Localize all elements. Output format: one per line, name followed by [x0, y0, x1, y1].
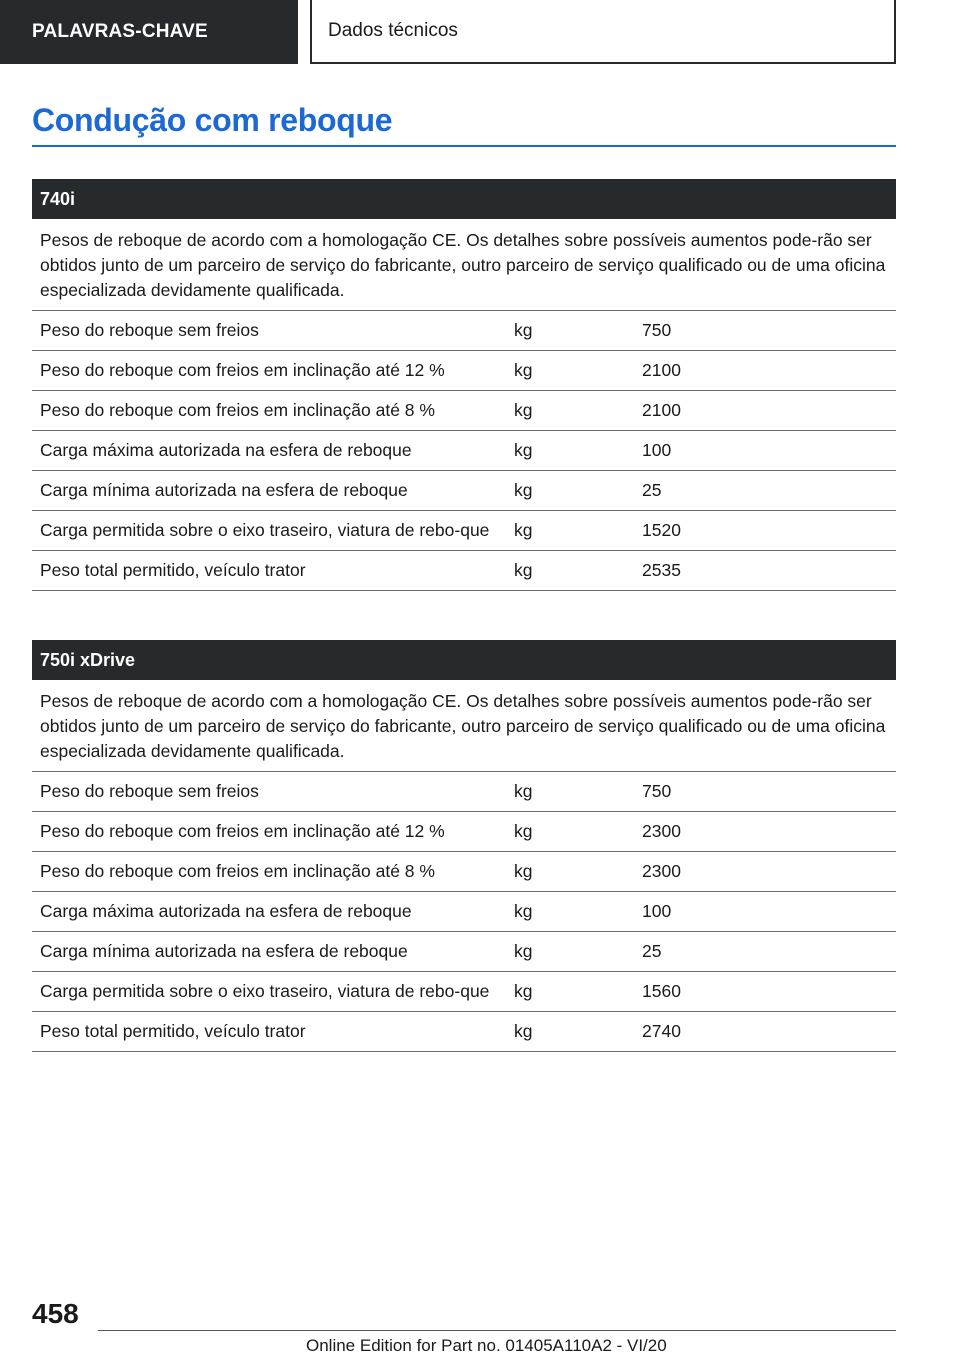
row-unit: kg	[514, 821, 533, 841]
row-value: 2100	[642, 400, 681, 420]
row-unit: kg	[514, 981, 533, 1001]
row-unit: kg	[514, 520, 533, 540]
row-unit: kg	[514, 781, 533, 801]
table-row	[32, 772, 896, 812]
spec-section-740i	[32, 179, 896, 591]
section-header: 740i	[32, 179, 896, 219]
row-label: Carga mínima autorizada na esfera de reboque	[40, 941, 408, 961]
row-value: 2300	[642, 861, 681, 881]
row-label: Peso total permitido, veículo trator	[40, 560, 306, 580]
table-row	[32, 932, 896, 972]
row-label: Peso do reboque com freios em inclinação até 8 %	[40, 861, 435, 881]
keyword-tab-label: PALAVRAS-CHAVE	[32, 21, 208, 42]
row-value: 2535	[642, 560, 681, 580]
table-row	[32, 551, 896, 591]
row-value: 2740	[642, 1021, 681, 1041]
row-label: Carga mínima autorizada na esfera de reboque	[40, 480, 408, 500]
row-unit: kg	[514, 320, 533, 340]
row-unit: kg	[514, 560, 533, 580]
table-row	[32, 812, 896, 852]
row-value: 1520	[642, 520, 681, 540]
row-value: 25	[642, 941, 662, 961]
row-label: Peso do reboque com freios em inclinação até 8 %	[40, 400, 435, 420]
row-value: 25	[642, 480, 662, 500]
section-header: 750i xDrive	[32, 640, 896, 680]
row-unit: kg	[514, 941, 533, 961]
row-value: 2300	[642, 821, 681, 841]
page-title: Condução com reboque	[32, 102, 393, 138]
row-value: 1560	[642, 981, 681, 1001]
table-row	[32, 431, 896, 471]
table-row	[32, 972, 896, 1012]
table-row	[32, 351, 896, 391]
row-label: Peso do reboque sem freios	[40, 781, 259, 801]
row-value: 750	[642, 781, 672, 801]
table-row	[32, 471, 896, 511]
table-row	[32, 311, 896, 351]
row-label: Peso do reboque com freios em inclinação até 12 %	[40, 821, 445, 841]
page-number: 458	[32, 1298, 79, 1329]
table-row	[32, 892, 896, 932]
row-label: Peso total permitido, veículo trator	[40, 1021, 306, 1041]
table-row	[32, 852, 896, 892]
row-unit: kg	[514, 1021, 533, 1041]
row-label: Carga máxima autorizada na esfera de reboque	[40, 901, 412, 921]
spec-section-750i-xdrive	[32, 640, 896, 1052]
row-label: Peso do reboque sem freios	[40, 320, 259, 340]
chapter-title: Dados técnicos	[328, 20, 458, 41]
row-unit: kg	[514, 360, 533, 380]
row-unit: kg	[514, 400, 533, 420]
chapter-header	[310, 0, 896, 64]
row-label: Carga permitida sobre o eixo traseiro, viatura de rebo-que	[40, 981, 490, 1001]
row-label: Carga permitida sobre o eixo traseiro, viatura de rebo-que	[40, 520, 490, 540]
section-description: Pesos de reboque de acordo com a homologação CE. Os detalhes sobre possíveis aumentos pode-rão ser obtidos junto de um parceiro de serviço do fabricante, outro parceiro de serviço qualificado ou de uma oficina especializada devidamente qualificada.	[32, 219, 896, 311]
row-label: Peso do reboque com freios em inclinação até 12 %	[40, 360, 445, 380]
row-unit: kg	[514, 480, 533, 500]
row-unit: kg	[514, 901, 533, 921]
table-row	[32, 1012, 896, 1052]
row-unit: kg	[514, 440, 533, 460]
table-row	[32, 511, 896, 551]
row-value: 100	[642, 901, 672, 921]
row-value: 750	[642, 320, 672, 340]
footer-edition-text: Online Edition for Part no. 01405A110A2 - VI/20	[306, 1336, 667, 1355]
row-unit: kg	[514, 861, 533, 881]
row-label: Carga máxima autorizada na esfera de reboque	[40, 440, 412, 460]
title-divider	[32, 145, 896, 147]
keyword-tab[interactable]	[0, 0, 298, 64]
section-description: Pesos de reboque de acordo com a homologação CE. Os detalhes sobre possíveis aumentos pode-rão ser obtidos junto de um parceiro de serviço do fabricante, outro parceiro de serviço qualificado ou de uma oficina especializada devidamente qualificada.	[32, 680, 896, 772]
table-row	[32, 391, 896, 431]
row-value: 100	[642, 440, 672, 460]
footer-divider	[98, 1330, 896, 1331]
row-value: 2100	[642, 360, 681, 380]
